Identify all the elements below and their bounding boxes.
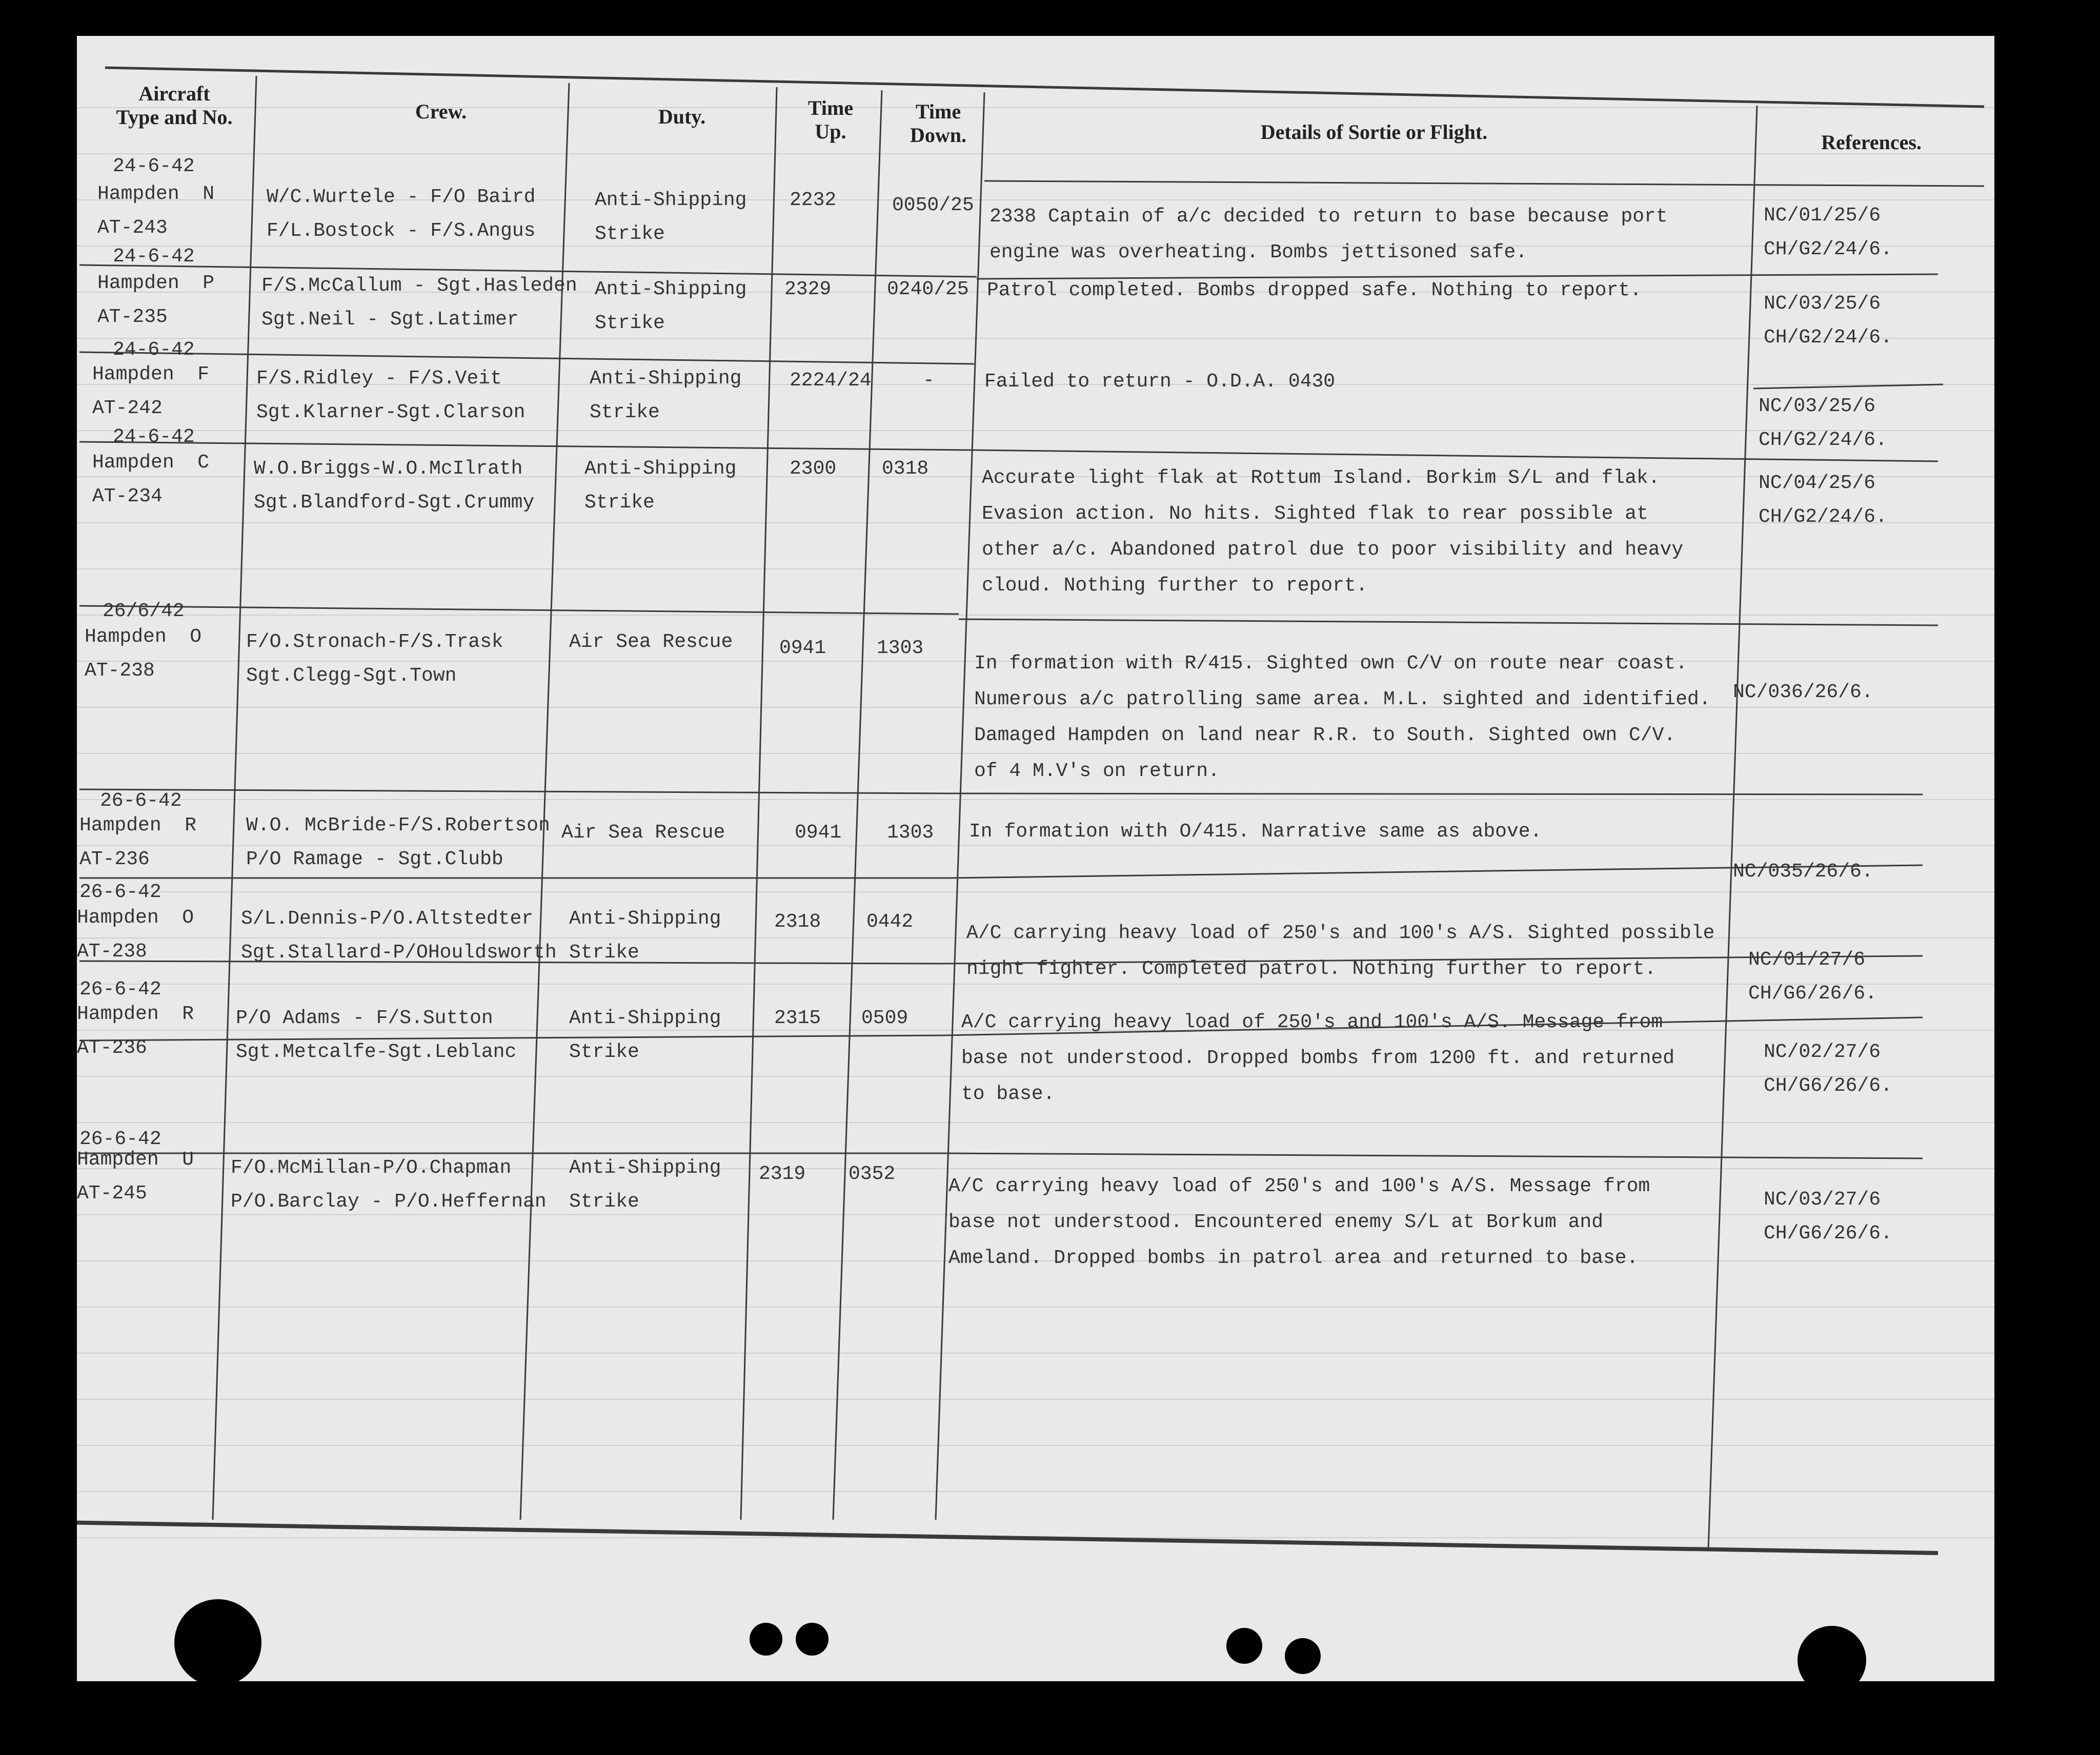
table-row-details: Accurate light flak at Rottum Island. Borkim S/L and flak. Evasion action. No hits. Sighted flak to rear possible at other a/c. Abandoned patrol due to poor visibility and heavy cloud. Nothing further to report. xyxy=(982,467,1684,597)
table-row-references: NC/01/25/6 CH/G2/24/6. xyxy=(1764,205,1892,260)
table-row-time-up: 0941 xyxy=(795,822,842,844)
table-row-references: NC/04/25/6 CH/G2/24/6. xyxy=(1759,472,1887,528)
table-row-date: 26-6-42 xyxy=(79,978,161,1001)
punch-hole xyxy=(1226,1628,1262,1664)
punch-hole xyxy=(174,1599,261,1686)
header-crew: Crew. xyxy=(415,100,467,123)
table-row-time-down: 1303 xyxy=(877,637,924,659)
table-row-crew: W.O. McBride-F/S.Robertson P/O Ramage - Sgt.Clubb xyxy=(246,814,550,870)
table-row-duty: Air Sea Rescue xyxy=(561,822,725,844)
table-row-duty: Anti-Shipping Strike xyxy=(569,908,721,964)
table-row-crew: W.O.Briggs-W.O.McIlrath Sgt.Blandford-Sgt.Crummy xyxy=(254,458,535,514)
table-row-date: 26-6-42 xyxy=(100,790,182,812)
table-row-crew: W/C.Wurtele - F/O Baird F/L.Bostock - F/S.Angus xyxy=(267,186,536,242)
table-row-details: In formation with R/415. Sighted own C/V on route near coast. Numerous a/c patrolling same area. M.L. sighted and identified. Damaged Hampden on land near R.R. to South. Sighted own C/V. of 4 M.V's on return. xyxy=(974,652,1711,782)
punch-hole xyxy=(1285,1638,1321,1674)
table-row-crew: S/L.Dennis-P/O.Altstedter Sgt.Stallard-P/OHouldsworth xyxy=(241,908,557,964)
table-row-aircraft: Hampden F AT-242 xyxy=(92,363,210,419)
header-duty: Duty. xyxy=(658,105,706,128)
table-row-aircraft: Hampden C AT-234 xyxy=(92,452,210,507)
header-time-down: Time Down. xyxy=(910,100,967,147)
table-row-references: NC/036/26/6. xyxy=(1733,681,1873,703)
table-row-time-down: 0352 xyxy=(849,1163,896,1185)
table-row-time-down: 0240/25 xyxy=(887,278,969,300)
table-row-crew: F/S.McCallum - Sgt.Hasleden Sgt.Neil - Sgt.Latimer xyxy=(261,275,577,331)
table-row-details: Failed to return - O.D.A. 0430 xyxy=(984,371,1336,393)
table-row-time-down: 0050/25 xyxy=(892,194,974,216)
table-row-time-up: 2300 xyxy=(790,458,837,480)
table-row-duty: Air Sea Rescue xyxy=(569,631,733,653)
table-row-crew: F/O.Stronach-F/S.Trask Sgt.Clegg-Sgt.Town xyxy=(246,631,503,687)
table-row-references: NC/03/25/6 CH/G2/24/6. xyxy=(1764,293,1892,349)
table-row-duty: Anti-Shipping Strike xyxy=(595,278,747,334)
table-row-crew: P/O Adams - F/S.Sutton Sgt.Metcalfe-Sgt.Leblanc xyxy=(236,1007,517,1063)
table-row-aircraft: Hampden O AT-238 xyxy=(77,907,194,963)
table-row-time-up: 2224/24 xyxy=(790,370,872,392)
header-references: References. xyxy=(1821,131,1922,154)
table-row-time-up: 0941 xyxy=(779,637,826,659)
table-row-duty: Anti-Shipping Strike xyxy=(584,458,737,514)
header-details: Details of Sortie or Flight. xyxy=(1260,120,1488,144)
table-row-references: NC/035/26/6. xyxy=(1733,861,1873,883)
table-row-time-up: 2232 xyxy=(790,189,837,211)
table-row-details: A/C carrying heavy load of 250's and 100's A/S. Message from base not understood. Encountered enemy S/L at Borkum and Ameland. Dropped bombs in patrol area and returned to base. xyxy=(948,1175,1650,1269)
table-row-duty: Anti-Shipping Strike xyxy=(590,368,742,423)
table-row-time-up: 2315 xyxy=(774,1007,821,1029)
table-row-duty: Anti-Shipping Strike xyxy=(595,189,747,245)
table-row-details: 2338 Captain of a/c decided to return to base because port engine was overheating. Bombs jettisoned safe. xyxy=(990,206,1668,263)
table-row-details: A/C carrying heavy load of 250's and 100's A/S. Sighted possible night fighter. Completed patrol. Nothing further to report. xyxy=(966,922,1715,980)
table-row-date: 24-6-42 xyxy=(113,426,195,448)
table-row-date: 24-6-42 xyxy=(113,155,195,177)
table-row-details: Patrol completed. Bombs dropped safe. Nothing to report. xyxy=(987,279,1642,301)
table-row-date: 24-6-42 xyxy=(113,246,195,268)
table-row-time-up: 2319 xyxy=(759,1163,806,1185)
table-row-time-down: 0509 xyxy=(861,1007,908,1029)
table-row-time-up: 2329 xyxy=(784,278,832,300)
header-aircraft: Aircraft Type and No. xyxy=(116,82,233,129)
table-row-time-down: 0318 xyxy=(882,458,929,480)
table-row-references: NC/02/27/6 CH/G6/26/6. xyxy=(1764,1041,1892,1097)
table-row-time-up: 2318 xyxy=(774,911,821,933)
table-row-duty: Anti-Shipping Strike xyxy=(569,1157,721,1213)
table-row-date: 26-6-42 xyxy=(79,1128,161,1150)
table-row-references: NC/01/27/6 CH/G6/26/6. xyxy=(1748,949,1877,1005)
table-row-details: In formation with O/415. Narrative same as above. xyxy=(969,821,1542,843)
record-sheet xyxy=(77,36,1994,1681)
punch-hole xyxy=(796,1623,829,1656)
table-row-aircraft: Hampden O AT-238 xyxy=(85,626,202,682)
table-row-date: 24-6-42 xyxy=(113,339,195,361)
table-row-date: 26/6/42 xyxy=(103,600,185,622)
punch-hole xyxy=(750,1623,782,1656)
table-row-crew: F/S.Ridley - F/S.Veit Sgt.Klarner-Sgt.Clarson xyxy=(256,368,526,423)
table-row-aircraft: Hampden R AT-236 xyxy=(77,1003,194,1059)
punch-hole xyxy=(1798,1626,1866,1695)
table-row-aircraft: Hampden U AT-245 xyxy=(77,1149,194,1205)
table-row-aircraft: Hampden P AT-235 xyxy=(97,272,215,328)
table-row-time-down: - xyxy=(923,370,935,392)
table-row-aircraft: Hampden R AT-236 xyxy=(79,814,197,870)
table-row-time-down: 0442 xyxy=(866,911,914,933)
header-time-up: Time Up. xyxy=(807,96,854,143)
table-row-date: 26-6-42 xyxy=(79,881,161,903)
table-row-crew: F/O.McMillan-P/O.Chapman P/O.Barclay - P/O.Heffernan xyxy=(231,1157,547,1213)
table-row-references: NC/03/27/6 CH/G6/26/6. xyxy=(1764,1189,1892,1244)
table-row-duty: Anti-Shipping Strike xyxy=(569,1007,721,1063)
table-row-details: A/C carrying heavy load of 250's and 100's A/S. Message from base not understood. Dropped bombs from 1200 ft. and returned to base. xyxy=(961,1011,1675,1105)
table-row-time-down: 1303 xyxy=(887,822,934,844)
table-row-references: NC/03/25/6 CH/G2/24/6. xyxy=(1759,395,1887,451)
table-row-aircraft: Hampden N AT-243 xyxy=(97,183,215,239)
